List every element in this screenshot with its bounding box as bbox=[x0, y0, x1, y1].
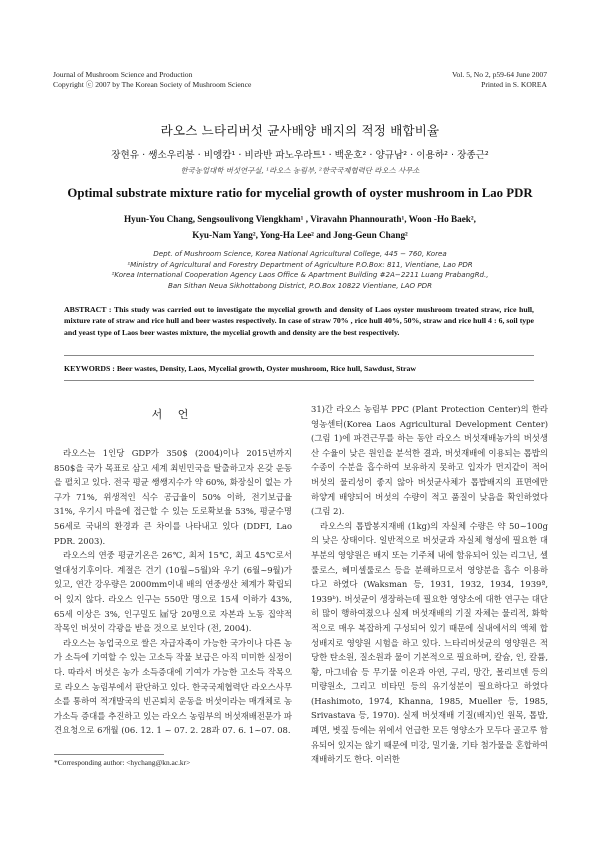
paragraph: 31)간 라오스 농림부 PPC (Plant Protection Center)의 한라영농센터(Korea Laos Agricultural Development Center)(그림 1)에 파견근무를 하는 동안 라오스 버섯재배농가의 버섯생산 수율이 낮은 원인을 분석한 결과, 버섯재배에 이용되는 톱밥의 수종이 수분을 흡수하여 보유하지 못하고 입자가 먼지같이 적어 버섯의 물리성이 좋지 않아 버섯균사체가 톱밥배지의 표면에만 하얗게 배양되어 버섯의 수량이 적고 품질이 낮음을 확인하였다 (그림 2). bbox=[311, 404, 548, 517]
abstract-divider-bottom bbox=[64, 380, 534, 381]
printed-line: Printed in S. KOREA bbox=[481, 80, 547, 89]
paper-title-english: Optimal substrate mixture ratio for mycelial growth of oyster mushroom in Lao PDR bbox=[67, 186, 533, 200]
authors-english-line-2: Kyu-Nam Yang², Yong-Ha Lee² and Jong-Geun Chang² bbox=[192, 230, 408, 240]
body-column-right bbox=[311, 402, 548, 767]
volume-line: Vol. 5, No 2, p59-64 June 2007 bbox=[452, 70, 547, 79]
paragraph: 라오스는 1인당 GDP가 350$ (2004)이나 2015년까지 850$을 국가 목표로 삼고 세계 최빈민국을 탈출하고자 온갖 운동을 펼치고 있다. 전국 평균 쌩쌩지수가 약 60%, 화장실이 없는 가구가 71%, 위생적인 식수 공급율이 50% 이하, 전기보급율 31%, 우기시 마을에 접근할 수 있는 도로확보율 53%, 평균수명 56세로 국내의 환경과 큰 차이를 나타내고 있다 (DDFI, Lao PDR. 2003). bbox=[54, 448, 292, 546]
header-left bbox=[53, 70, 251, 90]
authors-english bbox=[0, 211, 600, 243]
paragraph: 라오스는 농업국으로 쌀은 자급자족이 가능한 국가이나 다른 농가 소득에 기여할 수 있는 고소득 작물 보급은 아직 미미한 실정이다. 따라서 버섯은 농가 소득증대에 기여가 가능한 고소득 작목으로 라오스 농림부에서 판단하고 있다. 한국국제협력단 라오스사무소를 통하여 적개발국의 빈곤퇴치 운동을 버섯이라는 매개체로 농가소득 증대를 추진하고 있는 라오스 농림부의 버섯재배전문가 파견요청으로 6개월 (06. 12. 1 ~ 07. 2. 28과 07. 6. 1~07. 08. bbox=[54, 637, 292, 736]
section-heading-introduction: 서 언 bbox=[151, 408, 195, 421]
body-column-left bbox=[54, 446, 292, 738]
paper-title-korean: 라오스 느타리버섯 균사배양 배지의 적정 배합비율 bbox=[160, 123, 440, 138]
corresponding-author-footnote: *Corresponding author: <hychang@kn.ac.kr> bbox=[54, 758, 191, 767]
paragraph: 라오스의 톱밥봉지재배 (1kg)의 자실체 수량은 약 50~100g의 낮은 상태이다. 일반적으로 버섯균과 자실체 형성에 필요한 대부분의 영양원은 배지 또는 기주체 내에 함유되어 있는 리그닌, 셀룰로스, 헤미셀룰로스 등을 분해하므로서 영양분을 흡수 이용하다고 하였다 (Waksman 등, 1931, 1932, 1934, 1939ª, 1939ᵇ). 버섯균이 생장하는데 필요한 영양소에 대한 연구는 대단히 많이 행하여졌으나 실제 버섯재배의 기질 자체는 물리적, 화학적으로 매우 복잡하게 구성되어 있기 때문에 실내에서의 액체 합성배지로 영양원 시험을 하고 있다. 느타리버섯균의 영양원은 적당한 탄소원, 질소원과 물이 기본적으로 필요하며, 칼슘, 인, 칼륨, 황, 마그네슘 등 무기물 이온과 아연, 구리, 망간, 몰리브덴 등의 미량원소, 그리고 비타민 등의 유기성분이 필요하다고 하였다(Hashimoto, 1974, Khanna, 1985, Mueller 등, 1985, Srivastava 등, 1970). 실제 버섯재배 기질(배지)인 원목, 톱밥, 폐면, 볏짚 등에는 위에서 언급한 모든 영양소가 모두다 골고루 함유되어 있지는 않기 때문에 미강, 밀기울, 기타 첨가물을 혼합하여 재배하기도 한다. 이러한 bbox=[311, 520, 548, 765]
footnote-divider bbox=[54, 754, 164, 755]
header-right bbox=[452, 70, 547, 90]
affiliations-korean: 한국농업대학 버섯연구실, ¹라오스 농림부, ²한국국제협력단 라오스 사무소 bbox=[180, 166, 420, 175]
keywords: KEYWORDS : Beer wastes, Density, Laos, Mycelial growth, Oyster mushroom, Rice hull, Sawdust, Straw bbox=[64, 364, 417, 373]
copyright-line: Copyright ⓒ 2007 by The Korean Society of Mushroom Science bbox=[53, 80, 252, 89]
affiliation-line-3: ²Korea International Cooperation Agency Laos Office & Apartment Building #2A−2211 Luang PrabangRd., bbox=[111, 270, 489, 280]
affiliations-english bbox=[0, 249, 600, 292]
affiliation-line-1: Dept. of Mushroom Science, Korea National Agricultural College, 445 − 760, Korea bbox=[153, 249, 447, 258]
journal-name: Journal of Mushroom Science and Production bbox=[53, 70, 193, 79]
affiliation-line-4: Ban Sithan Neua Sikhottabong District, P.O.Box 10822 Vientiane, LAO PDR bbox=[167, 281, 433, 291]
affiliation-line-2: ¹Ministry of Agricultural and Forestry Department of Agriculture P.O.Box: 811, Vientiane, Lao PDR bbox=[127, 259, 473, 269]
abstract: ABSTRACT : This study was carried out to investigate the mycelial growth and density of Laos oyster mushroom treated straw, rice hull, mixture rate of straw and rice hull and beer wastes respectively. In case of straw 70% , rice hull 40%, 50%, straw and rice hull 4 : 6, soil type and yeast type of Laos beer wastes mixture, the mycelial growth and density are the best respectively. bbox=[64, 305, 534, 337]
authors-korean: 장현유 · 쌩소우리봉 · 비엥캄¹ · 비라반 파노우라트¹ · 백운호² · 양규남² · 이용하² · 장종근² bbox=[111, 150, 489, 161]
paragraph: 라오스의 연중 평균기온은 26℃, 최저 15℃, 최고 45℃로서 열대성기후이다. 계절은 건기 (10월~5월)와 우기 (6월~9월)가 있고, 연간 강우량은 2000mm이내 배의 연중생산 체계가 확립되어 있지 않다. 라오스 인구는 550만 명으로 15세 이하가 43%, 65세 이상은 3%, 인구밀도 ㎢당 20명으로 자본과 노동 집약적 작목인 버섯이 각광을 받을 것으로 보인다 (전, 2004). bbox=[54, 550, 292, 634]
authors-english-line-1: Hyun-You Chang, Sengsoulivong Viengkham¹ , Viravahn Phannourath¹, Woon -Ho Baek², bbox=[124, 214, 476, 224]
abstract-divider-top bbox=[64, 355, 534, 356]
